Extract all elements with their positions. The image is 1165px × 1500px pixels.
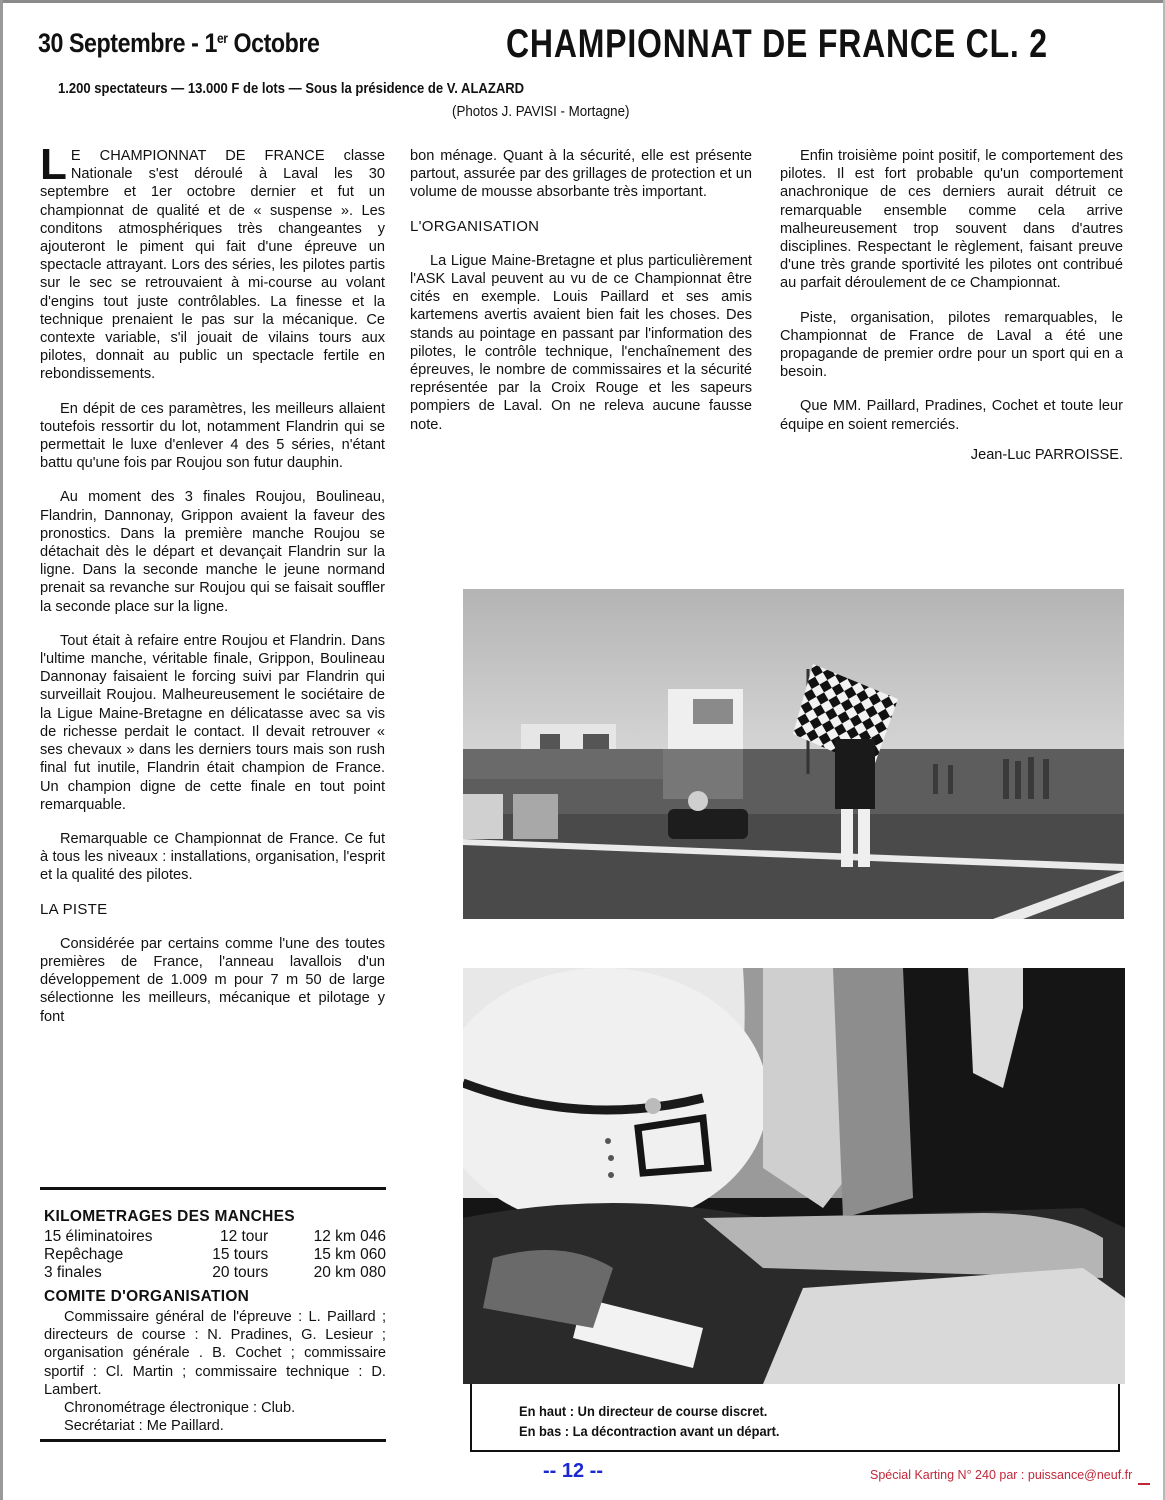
paragraph: Enfin troisième point positif, le comportement des pilotes. Il est fort probable qu'un comportement anachronique de ces derniers aurait détruit ce remarquable ensemble comme cela arrive malheureusement trop souvent dans d'autres disciplines. Respectant le règlement, faisant preuve d'une très grande sportivité les pilotes ont contribué au parfait déroulement de ce Championnat. — [780, 148, 1123, 292]
divider — [40, 1187, 386, 1190]
comite-text: Commissaire général de l'épreuve : L. Paillard ; directeurs de course : N. Pradines, G. Lesieur ; organisation générale . B. Cochet ; commissaire sportif : Cl. Martin ; commissaire technique : D. Lambert. — [44, 1309, 386, 1398]
paragraph: Que MM. Paillard, Pradines, Cochet et toute leur équipe en soient remerciés. — [780, 398, 1123, 433]
photo-checkered-flag-image — [463, 589, 1124, 919]
event-date — [38, 28, 320, 59]
km-heading: KILOMETRAGES DES MANCHES — [44, 1208, 295, 1225]
section-heading-organisation: L'ORGANISATION — [410, 217, 540, 235]
page-title: CHAMPIONNAT DE FRANCE CL. 2 — [506, 22, 1048, 66]
paragraph: Piste, organisation, pilotes remarquables, le Championnat de France de Laval a été une propagande de premier ordre pour un sport qui en a besoin. — [780, 309, 1123, 381]
table-row — [44, 1246, 386, 1264]
paragraph — [40, 140, 385, 384]
article-column-1 — [40, 140, 385, 1042]
page-top-border — [0, 0, 1165, 3]
secretariat-text: Secrétariat : Me Paillard. — [64, 1418, 224, 1435]
photo-credit: (Photos J. PAVISI - Mortagne) — [452, 104, 630, 120]
info-box — [40, 1187, 386, 1442]
km-laps: 12 tour — [219, 1228, 269, 1245]
comite-text-block — [44, 1308, 386, 1435]
drop-cap: L — [40, 140, 67, 189]
paragraph: Considérée par certains comme l'une des toutes premières de France, l'anneau lavallois d'un développement de 1.009 m pour 7 m 50 de large sélectionne les meilleurs, mécanique et pilotage y font — [40, 935, 385, 1025]
section-heading-piste: LA PISTE — [40, 900, 108, 918]
paragraph: Remarquable ce Championnat de France. Ce fut à tous les niveaux : installations, organisation, l'esprit et la qualité des pilotes. — [40, 830, 385, 884]
date-month: Octobre — [227, 28, 320, 58]
km-event: 3 finales — [44, 1264, 102, 1281]
paragraph: La Ligue Maine-Bretagne et plus particulièrement l'ASK Laval peuvent au vu de ce Championnat être cités en exemple. Louis Paillard et ses amis kartemens avertis avaient bien fait les choses. Des stands au pointage en passant par l'information des pilotes, le contrôle technique, l'enchaînement des épreuves, le nombre de commissaires et la sécurité représentée par la Croix Rouge et les sapeurs pompiers de Laval. On ne releva aucune fausse note. — [410, 252, 752, 433]
km-event: 15 éliminatoires — [44, 1228, 153, 1245]
divider — [40, 1439, 386, 1442]
photo-checkered-flag — [463, 589, 1124, 919]
table-row — [44, 1228, 386, 1246]
paragraph: En dépit de ces paramètres, les meilleurs allaient toutefois ressortir du lot, notamment Flandrin qui se permettait le luxe d'enlever 4 des 5 séries, n'étant battu qu'une fois par Roujou son futur dauphin. — [40, 400, 385, 472]
photo-driver-helmet-image — [463, 968, 1125, 1384]
km-laps: 15 tours — [212, 1246, 269, 1263]
caption-bottom: En bas : La décontraction avant un départ. — [519, 1423, 780, 1439]
photo-caption-box — [470, 1384, 1120, 1452]
date-text: 30 Septembre - 1 — [38, 28, 217, 58]
comite-heading: COMITE D'ORGANISATION — [44, 1288, 250, 1305]
km-distance: 12 km 046 — [313, 1228, 386, 1245]
paragraph: bon ménage. Quant à la sécurité, elle est présente partout, assurée par des grillages de protection et un volume de mousse absorbante très important. — [410, 148, 752, 201]
table-row — [44, 1264, 386, 1282]
date-superscript: er — [216, 30, 228, 46]
paragraph-text: E CHAMPIONNAT DE FRANCE classe Nationale s'est déroulé à Laval les 30 septembre et 1er octobre dernier et fut un championnat de qualité et de « suspense ». Les conditons atmosphériques très changeantes y ajouteront le piment qui fait d'une épreuve un spectacle attrayant. Lors des séries, les pilotes partis sur le sec se retrouvaient à mi-course au volant d'engins tout juste contrôlables. La finesse et la technique prenaient le pas sur la mécanique. Ce contexte variable, s'il jouait de vilains tours aux pilotes, donnait au public un spectacle fertile en rebondissements. — [40, 148, 385, 383]
paragraph: Tout était à refaire entre Roujou et Flandrin. Dans l'ultime manche, véritable finale, Grippon, Boulineau Dannonay faisaient le forcing suivi par Flandrin qui surveillait Roujou. Malheureusement le sociétaire de la Ligue Maine-Bretagne en délicatasse avec sa vis de richesse perdait le contact. Il devait retrouver « ses chevaux » dans les derniers tours mais son rush final fut inutile, Flandrin était champion de France. Un champion digne de cette finale en tout point remarquable. — [40, 632, 385, 813]
km-table — [44, 1228, 386, 1282]
km-distance: 20 km 080 — [313, 1264, 386, 1281]
km-laps: 20 tours — [212, 1264, 269, 1281]
page-left-border — [0, 0, 3, 1500]
subtitle: 1.200 spectateurs — 13.000 F de lots — Sous la présidence de V. ALAZARD — [58, 81, 525, 97]
chrono-text: Chronométrage électronique : Club. — [64, 1400, 296, 1417]
article-column-2 — [410, 147, 752, 450]
caption-top: En haut : Un directeur de course discret. — [519, 1403, 768, 1419]
paragraph: Au moment des 3 finales Roujou, Boulineau, Flandrin, Dannonay, Grippon avaient la faveur des pronostics. Dans la première manche Roujou se détachait dès le départ et devançait Flandrin sur la ligne. Dans la seconde manche le jeune normand prenait sa revanche sur Roujou qui se faisait souffler la seconde place sur la ligne. — [40, 489, 385, 615]
author-signature: Jean-Luc PARROISSE. — [970, 446, 1123, 463]
photo-driver-helmet — [463, 968, 1125, 1384]
page-number: -- 12 -- — [543, 1460, 603, 1482]
footer-credit: Spécial Karting N° 240 par : puissance@neuf.fr — [870, 1468, 1133, 1482]
km-event: Repêchage — [44, 1246, 124, 1263]
article-column-3 — [780, 147, 1123, 464]
km-distance: 15 km 060 — [313, 1246, 386, 1263]
footer-underline-mark — [1138, 1483, 1150, 1485]
